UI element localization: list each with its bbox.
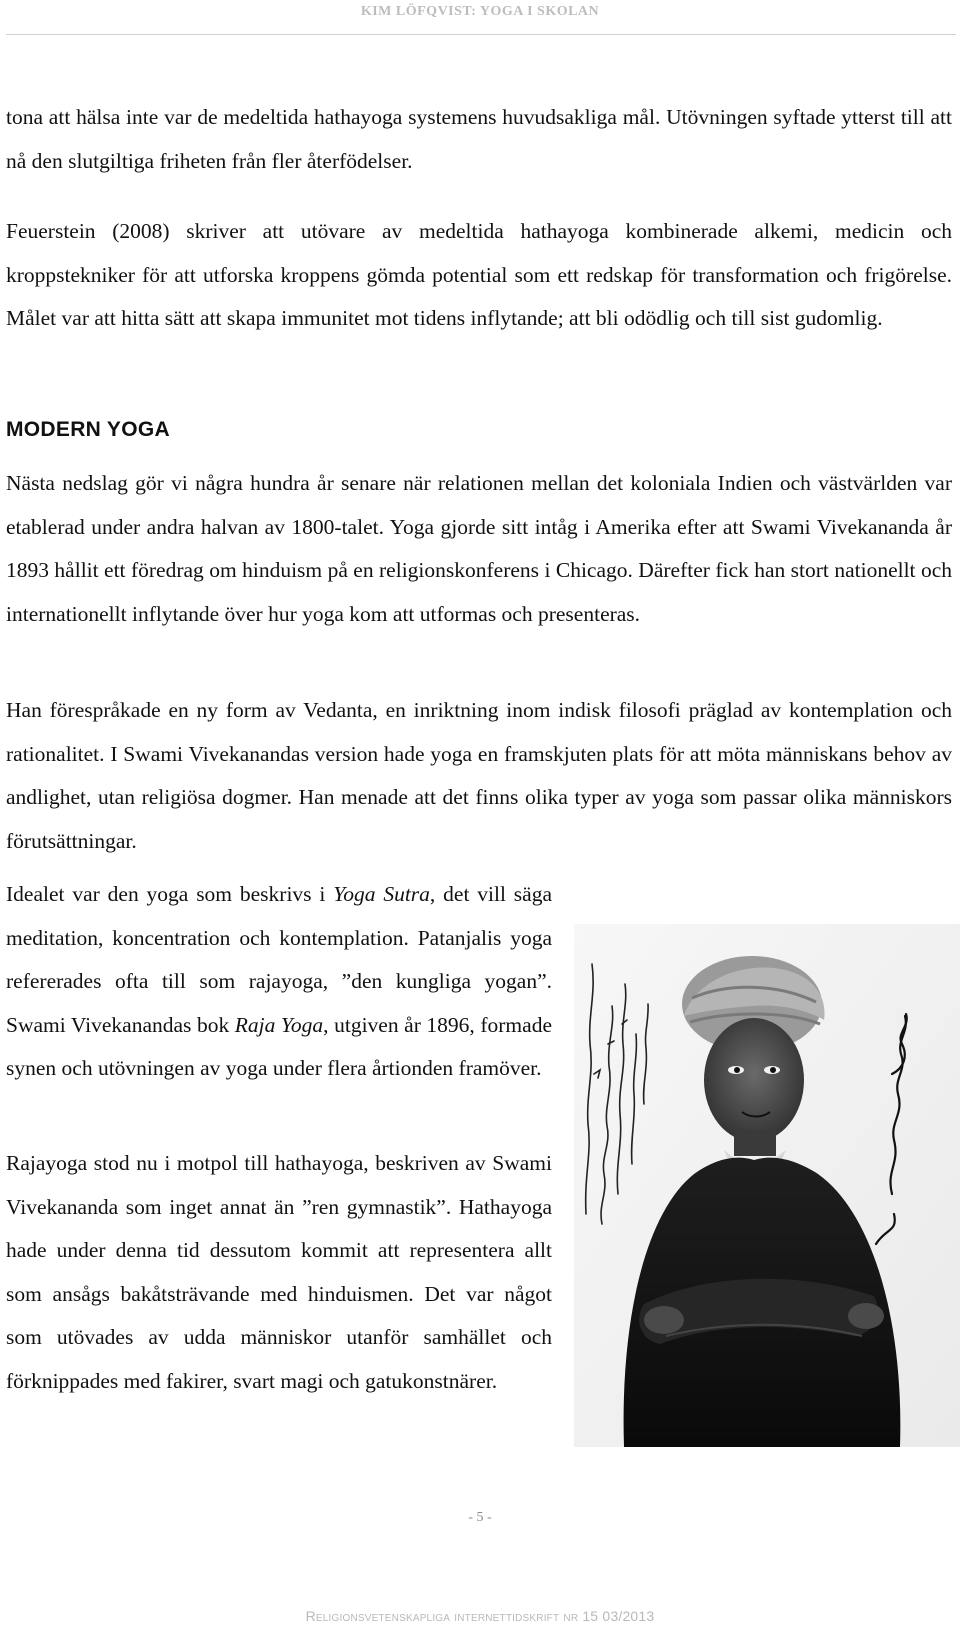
header-rule [6, 34, 956, 35]
paragraph-5-text-c: , utgiven år 1896, formade synen och utövningen av yoga under flera årtionden framöver. [6, 1012, 552, 1080]
paragraph-5-text-a: Idealet var den yoga som beskrivs i [6, 882, 334, 906]
paragraph-4: Han förespråkade en ny form av Vedanta, en inriktning inom indisk filosofi präglad av kontemplation och rationalitet. I Swami Vivekanandas version hade yoga en framskjuten plats för att möta människans behov av andlighet, utan religiösa dogmer. Han menade att det finns olika typer av yoga som passar olika människors förutsättningar. [6, 698, 952, 853]
paragraph-1: tona att hälsa inte var de medeltida hathayoga systemens huvudsakliga mål. Utövningen syftade ytterst till att nå den slutgiltiga friheten från fler återfödelser. [6, 105, 952, 173]
vivekananda-portrait-photo [574, 924, 960, 1447]
section-heading: MODERN YOGA [6, 418, 170, 441]
paragraph-5 [6, 873, 552, 1091]
yoga-sutra-title: Yoga Sutra [333, 882, 430, 906]
page-number: - 5 - [468, 1510, 492, 1525]
face [704, 1018, 804, 1142]
paragraph-6: Rajayoga stod nu i motpol till hathayoga, beskriven av Swami Vivekananda som inget annat än ”ren gymnastik”. Hathayoga hade under denna tid dessutom kommit att representera allt som ansågs bakåtsträvande med hinduismen. Det var något som utövades av udda människor utanför samhället och förknippades med fakirer, svart magi och gatukonstnärer. [6, 1151, 552, 1393]
footer-journal: Religionsvetenskapliga internettidskrift nr 15 03/2013 [305, 1608, 655, 1624]
footer [0, 1608, 960, 1624]
paragraph-2: Feuerstein (2008) skriver att utövare av medeltida hathayoga kombinerade alkemi, medicin och kroppstekniker för att utforska kroppens gömda potential som ett redskap för transformation och frigörelse. Målet var att hitta sätt att skapa immunitet mot tidens inflytande; att bli odödlig och till sist gudomlig. [6, 219, 952, 330]
raja-yoga-title: Raja Yoga [234, 1012, 324, 1037]
paragraph-3: Nästa nedslag gör vi några hundra år senare när relationen mellan det koloniala Indien och västvärlden var etablerad under andra halvan av 1800-talet. Yoga gjorde sitt intåg i Amerika efter att Swami Vivekananda år 1893 hållit ett föredrag om hinduism på en religionskonferens i Chicago. Därefter fick han stort nationellt och internationellt inflytande över hur yoga kom att utformas och presenteras. [6, 471, 952, 626]
paragraph-5-text-b: , det vill säga meditation, koncentration och kontemplation. Patanjalis yoga refererades ofta till som rajayoga, ”den kungliga yogan”. Swami Vivekanandas bok [6, 882, 553, 1037]
running-header: KIM LÖFQVIST: YOGA I SKOLAN [360, 4, 600, 19]
